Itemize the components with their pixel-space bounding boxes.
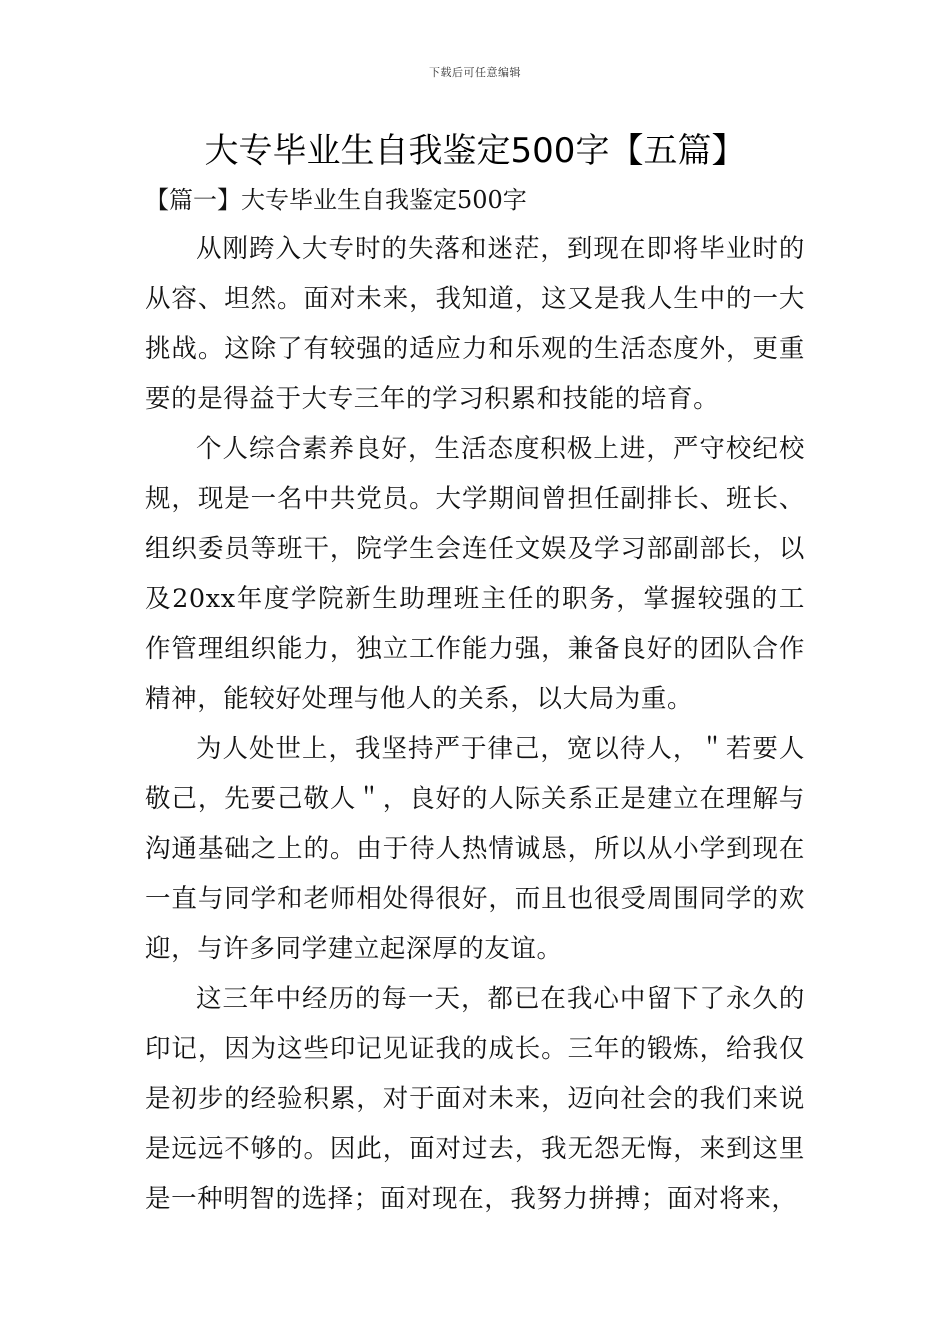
paragraph-4: 这三年中经历的每一天，都已在我心中留下了永久的印记，因为这些印记见证我的成长。三年的锻炼，给我仅是初步的经验积累，对于面对未来，迈向社会的我们来说是远远不够的。因此，面对过去，我无怨无悔，来到这里是一种明智的选择；面对现在，我努力拼搏；面对将来， [145,984,805,1214]
page-header-note: 下载后可任意编辑 [429,66,521,79]
paragraph-3: 为人处世上，我坚持严于律己，宽以待人，＂若要人敬己，先要己敬人＂，良好的人际关系正是建立在理解与沟通基础之上的。由于待人热情诚恳，所以从小学到现在一直与同学和老师相处得很好，而且也很受周围同学的欢迎，与许多同学建立起深厚的友谊。 [145,734,805,964]
paragraph-1: 从刚跨入大专时的失落和迷茫，到现在即将毕业时的从容、坦然。面对未来，我知道，这又是我人生中的一大挑战。这除了有较强的适应力和乐观的生活态度外，更重要的是得益于大专三年的学习积累和技能的培育。 [145,234,805,414]
document-body [145,224,805,1224]
paragraph-2: 个人综合素养良好，生活态度积极上进，严守校纪校规，现是一名中共党员。大学期间曾担任副排长、班长、组织委员等班干，院学生会连任文娱及学习部副部长，以及20xx年度学院新生助理班主任的职务，掌握较强的工作管理组织能力，独立工作能力强，兼备良好的团队合作精神，能较好处理与他人的关系，以大局为重。 [145,434,805,714]
document-title: 大专毕业生自我鉴定500字【五篇】 [204,131,746,171]
section-heading: 【篇一】大专毕业生自我鉴定500字 [145,186,527,214]
